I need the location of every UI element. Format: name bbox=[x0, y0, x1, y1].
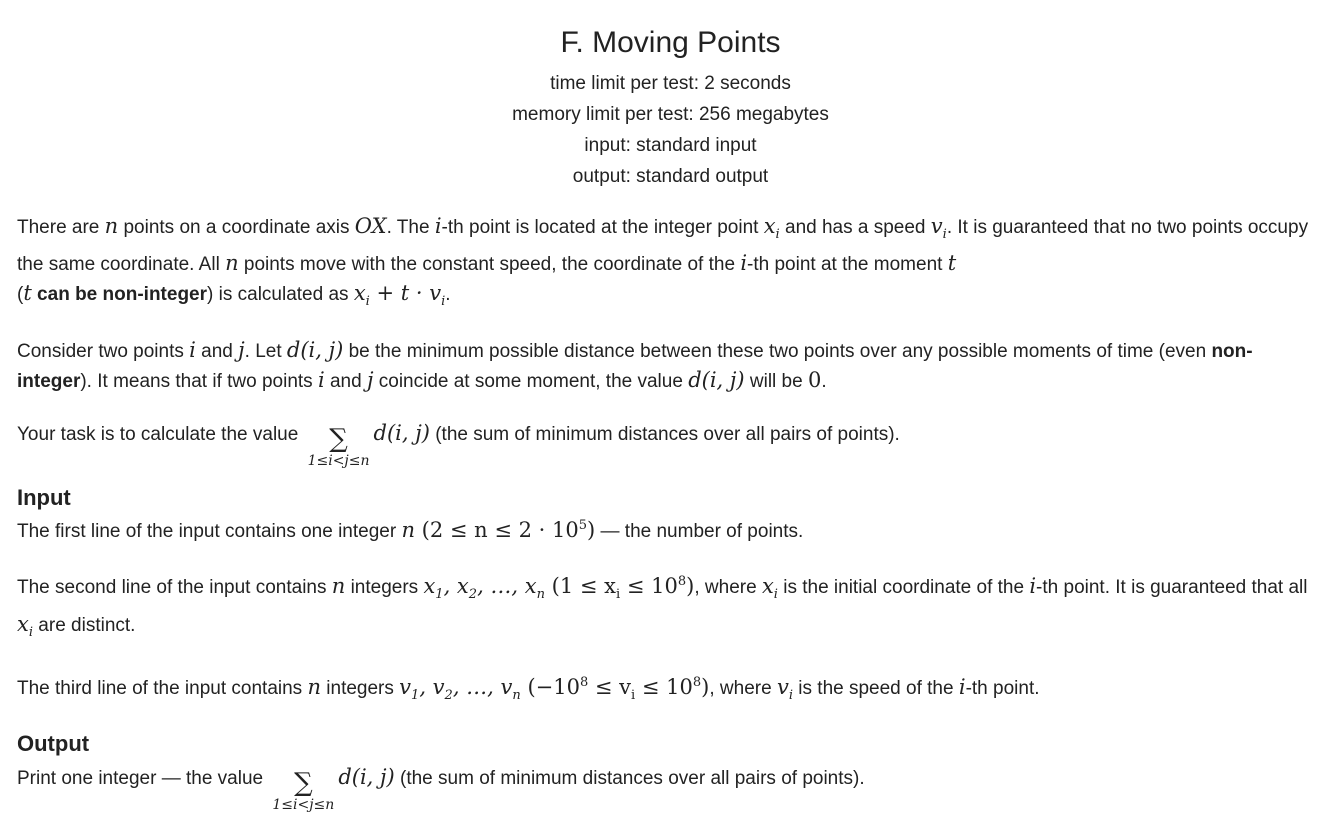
input-paragraph-1: The first line of the input contains one integer n $(2 \le n \le 2 \cdot 10^5)$ — the number of points. bbox=[17, 518, 804, 543]
output-section-title: Output bbox=[17, 730, 90, 756]
input-paragraph-2: The second line of the input contains n integers $x_1$, $x_2$, …, $x_n$ $(1 \le x_i \le 10^8)$, where $x_i$ is the initial coordinate of the i-th point. It is guaranteed that all $x_i$ are distinct. bbox=[17, 574, 1308, 640]
output-spec: output: standard output bbox=[572, 166, 769, 187]
input-paragraph-3: The third line of the input contains n integers $v_1$, $v_2$, …, $v_n$ $(-10^8 \le v_i \le 10^8)$, where $v_i$ is the speed of the i-th point. bbox=[17, 674, 1040, 703]
statement-paragraph-2: Consider two points i and j. Let d(i, j) be the minimum possible distance between these two points over any possible moments of time (even non-integer). It means that if two points i and j coincide at some moment, the value d(i, j) will be 0. bbox=[17, 338, 1253, 393]
problem-header bbox=[0, 0, 1341, 192]
output-paragraph-1: Print one integer — the value ∑ 1≤i<j≤n d(i, j) (the sum of minimum distances over all pairs of points). bbox=[17, 764, 865, 813]
problem-title: F. Moving Points bbox=[560, 26, 781, 59]
statement-paragraph-1: There are n points on a coordinate axis OX. The i-th point is located at the integer point $x_i$ and has a speed $v_i$. It is guaranteed that no two points occupy the same coordinate. All n points move with the constant speed, the coordinate of the i-th point at the moment t (t can be non-integer) is calculated as $x_i + t \cdot v_i$. bbox=[17, 214, 1309, 310]
memory-limit: memory limit per test: 256 megabytes bbox=[512, 104, 829, 125]
statement-paragraph-3: Your task is to calculate the value ∑ 1≤i<j≤n d(i, j) (the sum of minimum distances over all pairs of points). bbox=[17, 421, 900, 470]
input-section-title: Input bbox=[17, 485, 71, 511]
problem-body bbox=[0, 212, 1341, 813]
sum-notation-output: ∑ 1≤i<j≤n bbox=[272, 767, 335, 813]
input-spec: input: standard input bbox=[584, 135, 757, 156]
sum-notation: ∑ 1≤i<j≤n bbox=[307, 424, 370, 470]
time-limit: time limit per test: 2 seconds bbox=[550, 73, 791, 94]
